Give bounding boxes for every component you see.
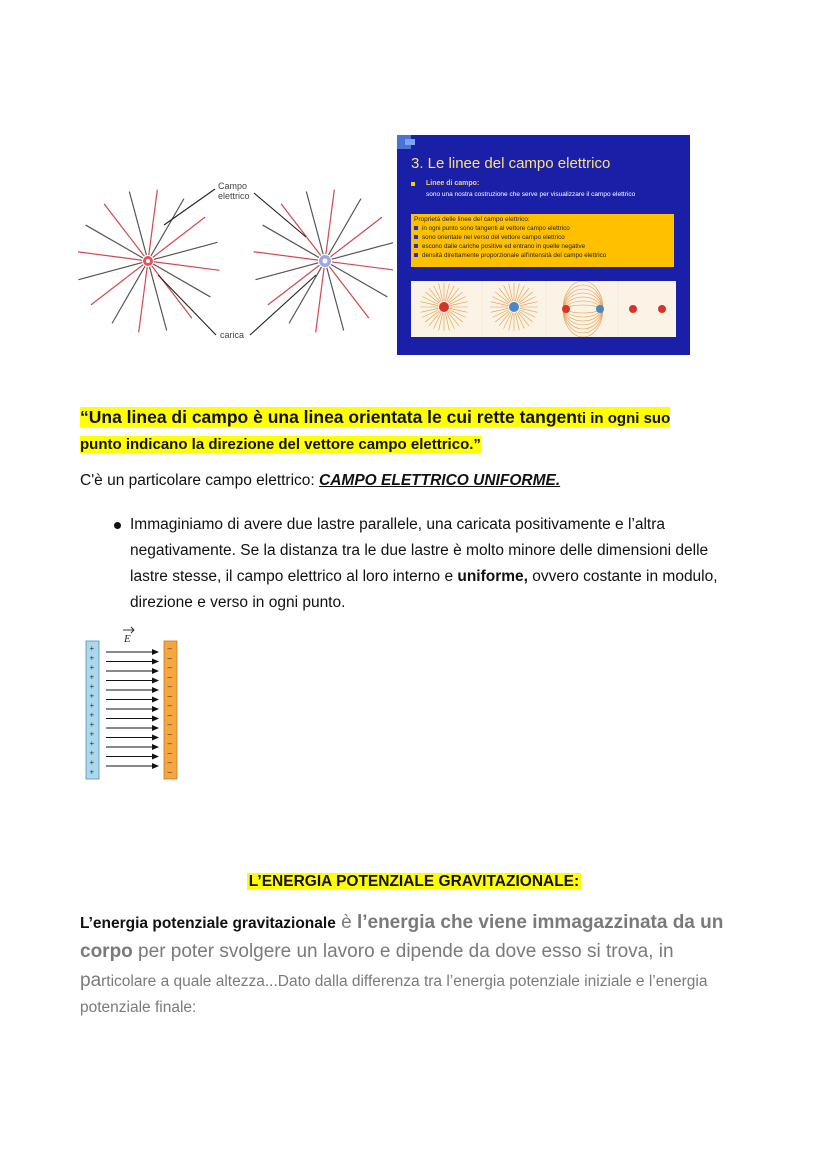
field-arrow-head xyxy=(152,763,159,769)
plus-sign: + xyxy=(89,682,95,691)
plus-sign: + xyxy=(89,701,95,710)
minus-sign: – xyxy=(167,739,172,748)
field-line xyxy=(86,225,143,258)
field-line xyxy=(153,264,210,297)
field-line xyxy=(78,252,142,261)
slide-field-lines xyxy=(397,135,690,355)
field-line xyxy=(149,190,158,255)
field-line xyxy=(154,262,219,271)
slide-bullet-icon xyxy=(411,182,415,186)
field-arrows xyxy=(106,649,159,769)
field-arrow-head xyxy=(152,716,159,722)
positive-charge-core xyxy=(146,259,150,263)
minus-sign: – xyxy=(167,701,172,710)
vector-e-label: E xyxy=(124,633,131,645)
bullet-paragraph: Immaginiamo di avere due lastre parallele, una caricata positivamente e l’altra negativamente. Se la distanza tra le due lastre è molto minore delle dimensioni delle lastre stesse, il campo elettrico al loro interno e uniforme, ovvero costante in modulo, direzione e verso in ogni punto. xyxy=(130,516,718,611)
slide-box-item: sono orientate nel verso del vettore campo elettrico xyxy=(414,234,565,241)
field-line xyxy=(316,268,324,332)
field-line xyxy=(306,191,323,254)
square-bullet-icon xyxy=(414,244,418,248)
slide-subtitle: Linee di campo: xyxy=(426,180,480,187)
label-charge: carica xyxy=(220,330,245,340)
square-bullet-icon xyxy=(414,253,418,257)
plus-sign: + xyxy=(89,720,95,729)
slide-corner-decoration-2 xyxy=(405,139,415,145)
uniform-field-emphasis: CAMPO ELETTRICO UNIFORME. xyxy=(319,472,561,489)
slide-box-item: in ogni punto sono tangenti al vettore campo elettrico xyxy=(414,225,570,232)
minus-sign: – xyxy=(167,663,172,672)
minus-sign: – xyxy=(167,672,172,682)
parallel-plates-figure xyxy=(82,624,182,784)
quote-line-2: punto indicano la direzione del vettore campo elettrico.” xyxy=(80,436,481,453)
field-arrow-head xyxy=(152,697,159,703)
bullet-icon xyxy=(114,522,121,529)
plus-sign: + xyxy=(89,672,95,682)
slide-box-item: escono dalle cariche positive ed entrano in quelle negative xyxy=(414,243,585,250)
field-arrow-head xyxy=(152,659,159,665)
field-arrow-head xyxy=(152,668,159,674)
plus-sign: + xyxy=(89,729,95,739)
slide-properties-box xyxy=(411,214,674,267)
minus-sign: – xyxy=(167,691,172,701)
field-line xyxy=(332,262,393,270)
field-line xyxy=(254,252,318,260)
field-line xyxy=(154,242,218,259)
plus-sign: + xyxy=(89,663,95,672)
minus-sign: – xyxy=(167,767,172,777)
energy-paragraph-1: L’energia potenziale gravitazionale è l’energia che viene immagazzinata da un corpo per poter svolgere un lavoro e dipende da dove esso si trova, in xyxy=(80,912,724,962)
field-line xyxy=(129,191,146,255)
field-arrow-head xyxy=(152,678,159,684)
field-arrow-head xyxy=(152,706,159,712)
field-line xyxy=(152,266,192,318)
plus-sign: + xyxy=(89,710,95,720)
charge-field-lines-figure xyxy=(78,175,393,345)
energy-paragraph-2: particolare a quale altezza...Dato dalla differenza tra l’energia potenziale iniziale e l’energia potenziale finale: xyxy=(80,970,708,1016)
field-line xyxy=(326,190,334,254)
energy-heading: L’ENERGIA POTENZIALE GRAVITAZIONALE: xyxy=(248,873,580,890)
field-line xyxy=(255,263,318,280)
plus-sign: + xyxy=(89,767,95,777)
field-line xyxy=(104,204,144,256)
minus-sign: – xyxy=(167,682,172,691)
label-field-line2: elettrico xyxy=(218,191,250,201)
slide-subtitle-text: sono una nostra costruzione che serve per visualizzare il campo elettrico xyxy=(426,191,636,198)
minus-sign: – xyxy=(167,748,172,758)
minus-sign: – xyxy=(167,720,172,729)
field-line xyxy=(139,267,148,332)
field-arrow-head xyxy=(152,725,159,731)
pointer-charge-right xyxy=(250,275,316,335)
field-line xyxy=(332,242,393,259)
plus-sign: + xyxy=(89,758,95,767)
field-line xyxy=(78,263,142,280)
field-line xyxy=(112,266,145,323)
intro-uniform-field: C'è un particolare campo elettrico: CAMPO ELETTRICO UNIFORME. xyxy=(80,472,561,489)
slide-field-thumbnails xyxy=(411,281,676,337)
field-line xyxy=(151,199,184,256)
minus-sign: – xyxy=(167,653,172,663)
field-line xyxy=(150,267,167,331)
pointer-field-left xyxy=(164,189,215,225)
slide-title: 3. Le linee del campo elettrico xyxy=(411,155,611,172)
field-line xyxy=(91,265,143,305)
field-arrow-head xyxy=(152,649,159,655)
field-arrow-head xyxy=(152,687,159,693)
field-arrow-head xyxy=(152,735,159,741)
pointer-field-right xyxy=(254,193,306,237)
slide-box-item: densità direttamente proporzionale all'intensità del campo elettrico xyxy=(414,252,606,259)
field-arrow-head xyxy=(152,754,159,760)
plus-sign: + xyxy=(89,653,95,663)
plus-sign: + xyxy=(89,644,95,653)
square-bullet-icon xyxy=(414,235,418,239)
field-arrow-head xyxy=(152,744,159,750)
negative-charge-core xyxy=(323,259,328,264)
plus-sign: + xyxy=(89,739,95,748)
label-field-line1: Campo xyxy=(218,181,248,191)
slide-box-heading: Proprietà delle linee del campo elettrico: xyxy=(414,216,530,223)
field-line xyxy=(327,268,344,331)
square-bullet-icon xyxy=(414,226,418,230)
field-line xyxy=(153,217,205,257)
minus-sign: – xyxy=(167,710,172,720)
minus-sign: – xyxy=(167,644,172,653)
plus-sign: + xyxy=(89,748,95,758)
quote-line-1: “Una linea di campo è una linea orientata le cui rette tangenti in ogni suo xyxy=(80,407,671,427)
minus-sign: – xyxy=(167,758,172,767)
minus-sign: – xyxy=(167,729,172,739)
plus-sign: + xyxy=(89,691,95,701)
